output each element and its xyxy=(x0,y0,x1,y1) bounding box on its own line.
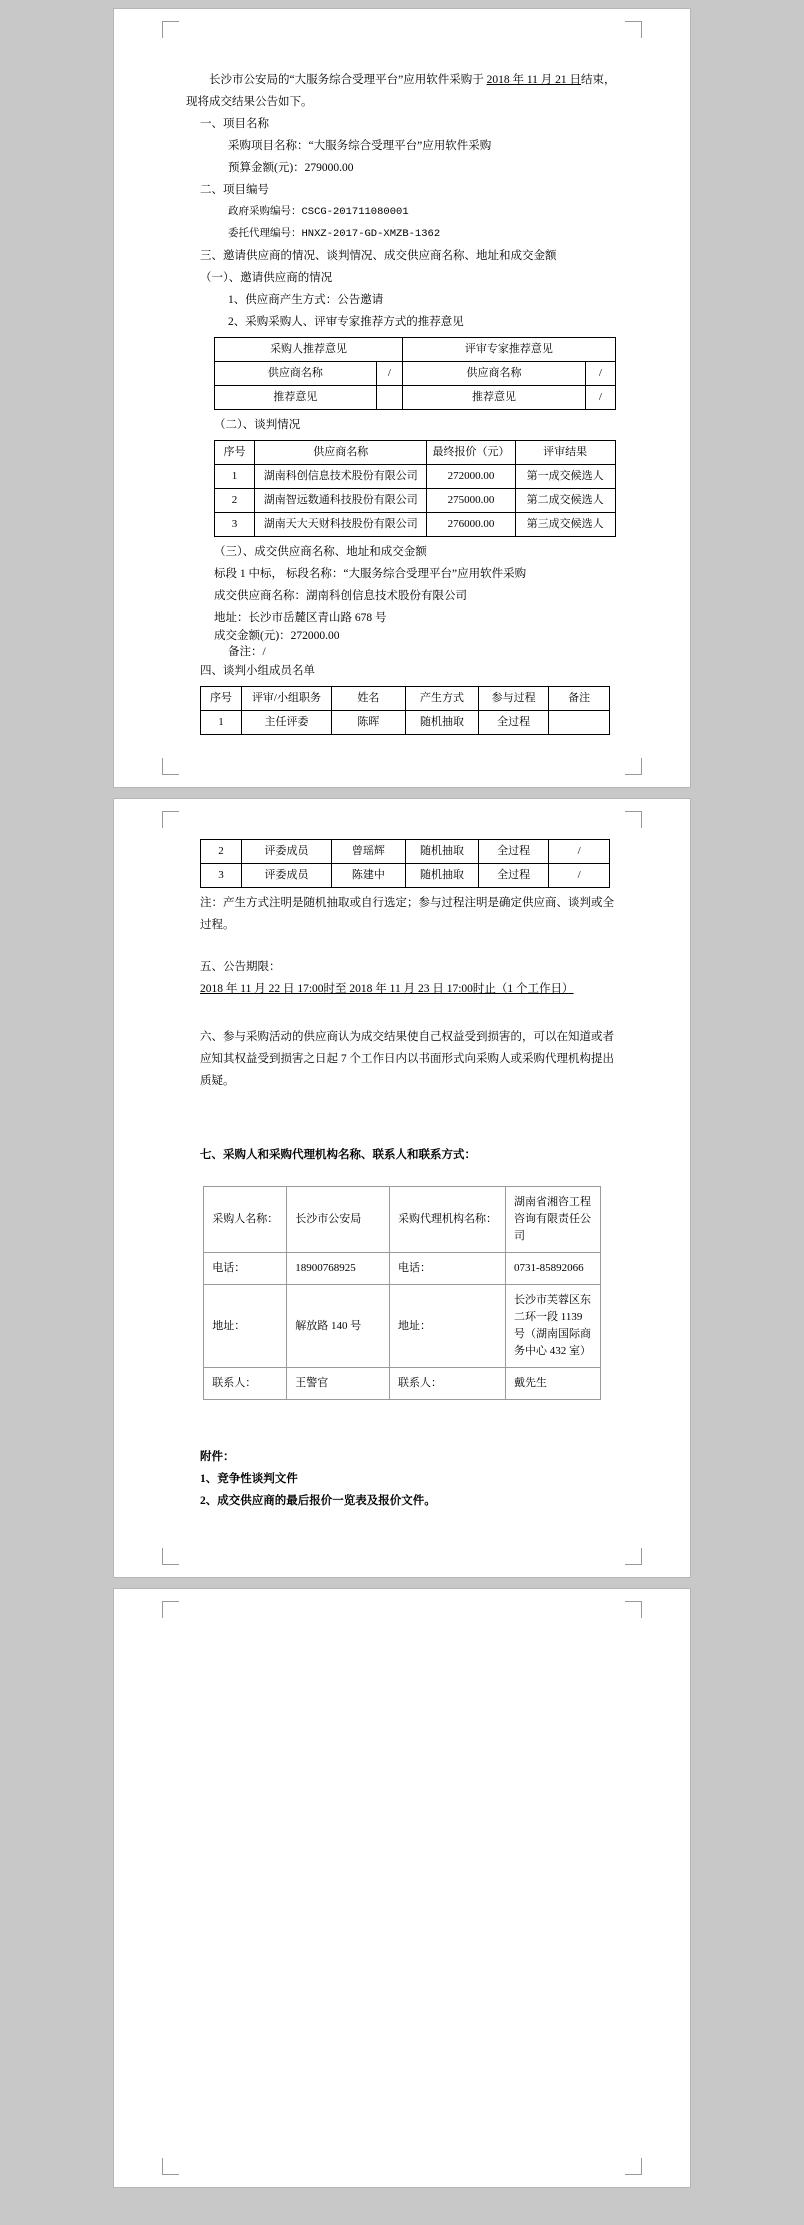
neg-header-0: 序号 xyxy=(215,441,255,465)
contact-r1-value-1: 18900768925 xyxy=(287,1253,390,1285)
table-row xyxy=(215,513,616,537)
table-row xyxy=(215,386,616,410)
section-7-heading: 七、采购人和采购代理机构名称、联系人和联系方式： xyxy=(200,1149,476,1161)
crop-mark-top-right xyxy=(625,21,642,38)
neg-header-1: 供应商名称 xyxy=(255,441,427,465)
neg-r0-c1: 湖南科创信息技术股份有限公司 xyxy=(255,465,427,489)
neg-r2-c2: 276000.00 xyxy=(427,513,515,537)
document-page-3 xyxy=(113,1588,691,2188)
contact-r0-label-2: 采购代理机构名称： xyxy=(390,1187,506,1253)
project-name: 采购项目名称：“大服务综合受理平台”应用软件采购 xyxy=(228,140,492,152)
neg-r2-c0: 3 xyxy=(215,513,255,537)
rec-r1-c1 xyxy=(376,386,402,410)
budget-amount: 预算金额(元)：279000.00 xyxy=(228,162,354,174)
section-4-heading: 四、谈判小组成员名单 xyxy=(200,665,315,677)
table-row xyxy=(201,864,610,888)
intro-lead: 长沙市公安局的“大服务综合受理平台”应用软件采购于 xyxy=(209,74,487,86)
mem-r1-c0: 2 xyxy=(201,840,242,864)
page-1-body xyxy=(186,69,618,735)
panel-members-table-continued xyxy=(200,839,610,888)
contact-table xyxy=(203,1186,600,1400)
table-row xyxy=(204,1253,600,1285)
table-header-row xyxy=(215,441,616,465)
attachments-title: 附件： xyxy=(200,1451,235,1463)
winning-amount: 成交金额(元)：272000.00 xyxy=(214,630,340,642)
mem-r2-c5: / xyxy=(548,864,609,888)
rec-r0-c1: / xyxy=(376,362,402,386)
contact-r0-value-2: 湖南省湘咨工程咨询有限责任公司 xyxy=(506,1187,601,1253)
winning-supplier: 成交供应商名称：湖南科创信息技术股份有限公司 xyxy=(214,590,467,602)
neg-r0-c2: 272000.00 xyxy=(427,465,515,489)
section-6-text: 六、参与采购活动的供应商认为成交结果使自己权益受到损害的，可以在知道或者应知其权益受到损害之日起 7 个工作日内以书面形式向采购人或采购代理机构提出质疑。 xyxy=(200,1031,614,1087)
table-header-row xyxy=(201,687,610,711)
rec-header-expert: 评审专家推荐意见 xyxy=(403,338,616,362)
section-3-heading: 三、邀请供应商的情况、谈判情况、成交供应商名称、地址和成交金额 xyxy=(200,250,557,262)
mem-r0-c2: 陈晖 xyxy=(332,711,406,735)
mem-header-0: 序号 xyxy=(201,687,242,711)
neg-header-2: 最终报价（元） xyxy=(427,441,515,465)
section-3-sub-3: （三）、成交供应商名称、地址和成交金额 xyxy=(214,546,427,558)
rec-r0-c3: / xyxy=(586,362,616,386)
contact-r3-label-2: 联系人： xyxy=(390,1368,506,1400)
contact-r0-label-1: 采购人名称： xyxy=(204,1187,287,1253)
mem-r2-c0: 3 xyxy=(201,864,242,888)
contact-r1-value-2: 0731-85892066 xyxy=(506,1253,601,1285)
neg-r2-c3: 第三成交候选人 xyxy=(515,513,615,537)
contact-r2-label-1: 地址： xyxy=(204,1285,287,1368)
mem-r0-c3: 随机抽取 xyxy=(405,711,479,735)
mem-header-2: 姓名 xyxy=(332,687,406,711)
negotiation-table xyxy=(214,440,616,537)
table-row xyxy=(201,840,610,864)
contact-r3-value-1: 王警官 xyxy=(287,1368,390,1400)
table-row xyxy=(215,489,616,513)
gov-purchase-code: 政府采购编号：CSCG-201711080001 xyxy=(228,206,409,218)
mem-header-5: 备注 xyxy=(548,687,609,711)
attachment-item-2: 2、成交供应商的最后报价一览表及报价文件。 xyxy=(200,1495,436,1507)
table-row xyxy=(204,1285,600,1368)
mem-header-3: 产生方式 xyxy=(405,687,479,711)
table-row xyxy=(204,1368,600,1400)
document-page-2 xyxy=(113,798,691,1578)
page-2-body xyxy=(186,839,618,1512)
rec-r1-c3: / xyxy=(586,386,616,410)
mem-r2-c2: 陈建中 xyxy=(332,864,406,888)
section-3-sub-2: （二）、谈判情况 xyxy=(214,419,301,431)
neg-header-3: 评审结果 xyxy=(515,441,615,465)
supplier-generation-method: 1、供应商产生方式：公告邀请 xyxy=(228,294,384,306)
crop-mark-bottom-left xyxy=(162,758,179,775)
intro-date: 2018 年 11 月 21 日 xyxy=(486,74,582,86)
lot-info: 标段 1 中标， 标段名称：“大服务综合受理平台”应用软件采购 xyxy=(214,568,527,580)
mem-r1-c1: 评委成员 xyxy=(241,840,331,864)
section-1-heading: 一、项目名称 xyxy=(200,118,269,130)
winning-remark: 备注：/ xyxy=(228,646,266,658)
contact-r3-value-2: 戴先生 xyxy=(506,1368,601,1400)
neg-r0-c3: 第一成交候选人 xyxy=(515,465,615,489)
contact-r1-label-2: 电话： xyxy=(390,1253,506,1285)
neg-r1-c1: 湖南智远数通科技股份有限公司 xyxy=(255,489,427,513)
crop-mark-top-left xyxy=(162,21,179,38)
attachment-item-1: 1、竞争性谈判文件 xyxy=(200,1473,298,1485)
crop-mark-top-left xyxy=(162,1601,179,1618)
crop-mark-bottom-left xyxy=(162,1548,179,1565)
contact-r3-label-1: 联系人： xyxy=(204,1368,287,1400)
crop-mark-top-right xyxy=(625,1601,642,1618)
mem-r1-c5: / xyxy=(548,840,609,864)
crop-mark-bottom-right xyxy=(625,1548,642,1565)
section-2-heading: 二、项目编号 xyxy=(200,184,269,196)
rec-r1-c0: 推荐意见 xyxy=(215,386,377,410)
rec-r1-c2: 推荐意见 xyxy=(403,386,586,410)
mem-r1-c4: 全过程 xyxy=(479,840,549,864)
rec-header-buyer: 采购人推荐意见 xyxy=(215,338,403,362)
table-row xyxy=(204,1187,600,1253)
announcement-period: 2018 年 11 月 22 日 17:00时至 2018 年 11 月 23 日 17:00时止（1 个工作日） xyxy=(200,983,574,995)
mem-r0-c4: 全过程 xyxy=(479,711,549,735)
panel-note: 注：产生方式注明是随机抽取或自行选定；参与过程注明是确定供应商、谈判或全过程。 xyxy=(200,897,614,931)
table-row xyxy=(201,711,610,735)
table-row xyxy=(215,362,616,386)
crop-mark-bottom-left xyxy=(162,2158,179,2175)
contact-r2-value-1: 解放路 140 号 xyxy=(287,1285,390,1368)
mem-r1-c3: 随机抽取 xyxy=(405,840,479,864)
crop-mark-top-right xyxy=(625,811,642,828)
rec-r0-c0: 供应商名称 xyxy=(215,362,377,386)
winning-address: 地址：长沙市岳麓区青山路 678 号 xyxy=(214,612,387,624)
contact-r0-value-1: 长沙市公安局 xyxy=(287,1187,390,1253)
neg-r2-c1: 湖南天大天财科技股份有限公司 xyxy=(255,513,427,537)
contact-r2-value-2: 长沙市芙蓉区东二环一段 1139 号（湖南国际商务中心 432 室） xyxy=(506,1285,601,1368)
neg-r1-c3: 第二成交候选人 xyxy=(515,489,615,513)
mem-header-1: 评审/小组职务 xyxy=(241,687,331,711)
recommendation-table xyxy=(214,337,616,410)
neg-r0-c0: 1 xyxy=(215,465,255,489)
mem-r2-c4: 全过程 xyxy=(479,864,549,888)
neg-r1-c2: 275000.00 xyxy=(427,489,515,513)
recommendation-intro: 2、采购采购人、评审专家推荐方式的推荐意见 xyxy=(228,316,464,328)
intro-paragraph xyxy=(186,69,618,113)
contact-r2-label-2: 地址： xyxy=(390,1285,506,1368)
crop-mark-bottom-right xyxy=(625,2158,642,2175)
crop-mark-top-left xyxy=(162,811,179,828)
table-header-row xyxy=(215,338,616,362)
neg-r1-c0: 2 xyxy=(215,489,255,513)
mem-header-4: 参与过程 xyxy=(479,687,549,711)
intro-tail: 结束，现将成交结果公告如下。 xyxy=(186,74,616,108)
mem-r2-c1: 评委成员 xyxy=(241,864,331,888)
agent-entrust-code: 委托代理编号：HNXZ-2017-GD-XMZB-1362 xyxy=(228,228,441,240)
panel-members-table xyxy=(200,686,610,735)
table-row xyxy=(215,465,616,489)
section-3-sub-1: （一）、邀请供应商的情况 xyxy=(200,272,333,284)
contact-r1-label-1: 电话： xyxy=(204,1253,287,1285)
mem-r0-c5 xyxy=(548,711,609,735)
rec-r0-c2: 供应商名称 xyxy=(403,362,586,386)
section-5-heading: 五、公告期限： xyxy=(200,961,281,973)
mem-r0-c1: 主任评委 xyxy=(241,711,331,735)
mem-r1-c2: 曾瑶辉 xyxy=(332,840,406,864)
document-page-1 xyxy=(113,8,691,788)
mem-r2-c3: 随机抽取 xyxy=(405,864,479,888)
mem-r0-c0: 1 xyxy=(201,711,242,735)
crop-mark-bottom-right xyxy=(625,758,642,775)
